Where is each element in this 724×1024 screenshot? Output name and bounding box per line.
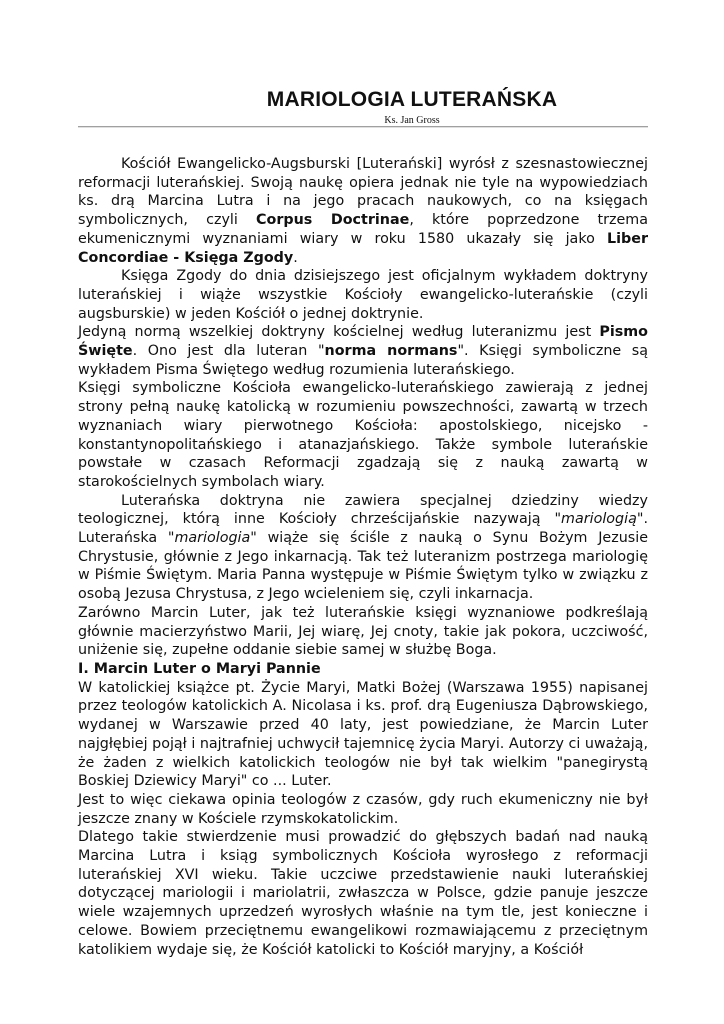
paragraph: Zarówno Marcin Luter, jak też luterańskie księgi wyznaniowe podkreślają głównie macierzyństwo Marii, Jej wiarę, Jej cnoty, takie jak pokora, uczciwość, uniżenie się, zupełne oddanie siebie samej w służbę Boga. [78, 604, 648, 659]
italic-term: mariologią [561, 511, 637, 528]
page-title: MARIOLOGIA LUTERAŃSKA [266, 88, 558, 111]
paragraph-text: Jedyną normą wszelkiej doktryny kościelnej według luteranizmu jest [78, 324, 600, 341]
header-divider [78, 126, 648, 128]
document-body [78, 155, 648, 959]
paragraph [78, 155, 648, 267]
paragraph-text: . Ono jest dla luteran " [132, 343, 325, 360]
italic-term: mariologia [174, 530, 251, 547]
paragraph-text: , które poprzedzone trzema ekumenicznymi wyznaniami wiary w roku 1580 ukazały się jako [78, 212, 648, 247]
paragraph: Dlatego takie stwierdzenie musi prowadzić do głębszych badań nad nauką Marcina Lutra i ksiąg symbolicznych Kościoła wyrosłego z reformacji luterańskiej XVI wieku. Takie uczciwe przedstawienie nauki luterańskiej dotyczącej mariologii i mariolatrii, zwłaszcza w Polsce, gdzie panuje jeszcze wiele wzajemnych uprzedzeń wyrosłych właśnie na tym tle, jest konieczne i celowe. Bowiem przeciętnemu ewangelikowi rozmawiającemu z przeciętnym katolikiem wydaje się, że Kościół katolicki to Kościół maryjny, a Kościół [78, 829, 648, 958]
paragraph-text: Kościół Ewangelicko-Augsburski [Luterański] wyrósł z szesnastowiecznej reformacji luterańskiej. Swoją naukę opiera jednak nie tyle na wypowiedziach ks. drą Marcina Lutra i na jego pracach naukowych, co na księgach symbolicznych, czyli [78, 156, 648, 229]
paragraph [78, 492, 648, 604]
paragraph-text: . [293, 249, 298, 266]
paragraph [78, 323, 648, 379]
paragraph-text: " wiąże się ściśle z nauką o Synu Bożym Jezusie Chrystusie, głównie z Jego inkarnacją. Tak też luteranizm postrzega mariologię w Piśmie Świętym. Maria Panna występuje w Piśmie Świętym tylko w związku z osobą Jezusa Chrystusa, z Jego wcieleniem się, czyli inkarnacja. [78, 530, 648, 603]
paragraph-text: ". Luterańska " [78, 511, 648, 547]
paragraph: Księgi symboliczne Kościoła ewangelicko-luterańskiego zawierają z jednej strony pełną naukę katolicką w rozumieniu powszechności, zawartą w trzech wyznaniach wiary pierwotnego Kościoła: apostolskiego, nicejsko - konstantynopolitańskiego i atanazjańskiego. Także symbole luterańskie powstałe w czasach Reformacji zgadzają się z nauką zawartą w starokościelnych symbolach wiary. [78, 380, 648, 490]
author-line: Ks. Jan Gross [384, 115, 440, 126]
section-heading: I. Marcin Luter o Maryi Pannie [78, 660, 321, 677]
paragraph: Księga Zgody do dnia dzisiejszego jest oficjalnym wykładem doktryny luterańskiej i wiąże wszystkie Kościoły ewangelicko-luterańskie (czyli augsburskie) w jeden Kościół o jednej doktrynie. [78, 268, 648, 322]
paragraph: W katolickiej książce pt. Życie Maryi, Matki Bożej (Warszawa 1955) napisanej przez teologów katolickich A. Nicolasa i ks. prof. drą Eugeniusza Dąbrowskiego, wydanej w Warszawie przed 40 laty, jest powiedziane, że Marcin Luter najgłębiej pojął i najtrafniej uchwycił tajemnicę życia Maryi. Autorzy ci uważają, że żaden z wielkich katolickich teologów nie był tak wielkim "panegirystą Boskiej Dziewicy Maryi" co ... Luter. [78, 679, 648, 790]
paragraph-text: Luterańska doktryna nie zawiera specjalnej dziedziny wiedzy teologicznej, którą inne Kościoły chrześcijańskie nazywają " [78, 492, 648, 528]
bold-term: norma normans [324, 343, 458, 360]
bold-term: Liber Concordiae - Księga Zgody [78, 230, 648, 266]
bold-term: Pismo Święte [78, 324, 648, 360]
paragraph-text: ". Księgi symboliczne są wykładem Pisma Świętego według rozumienia luterańskiego. [78, 343, 648, 378]
paragraph: Jest to więc ciekawa opinia teologów z czasów, gdy ruch ekumeniczny nie był jeszcze znany w Kościele rzymskokatolickim. [78, 791, 648, 827]
bold-term: Corpus Doctrinae [256, 212, 410, 229]
